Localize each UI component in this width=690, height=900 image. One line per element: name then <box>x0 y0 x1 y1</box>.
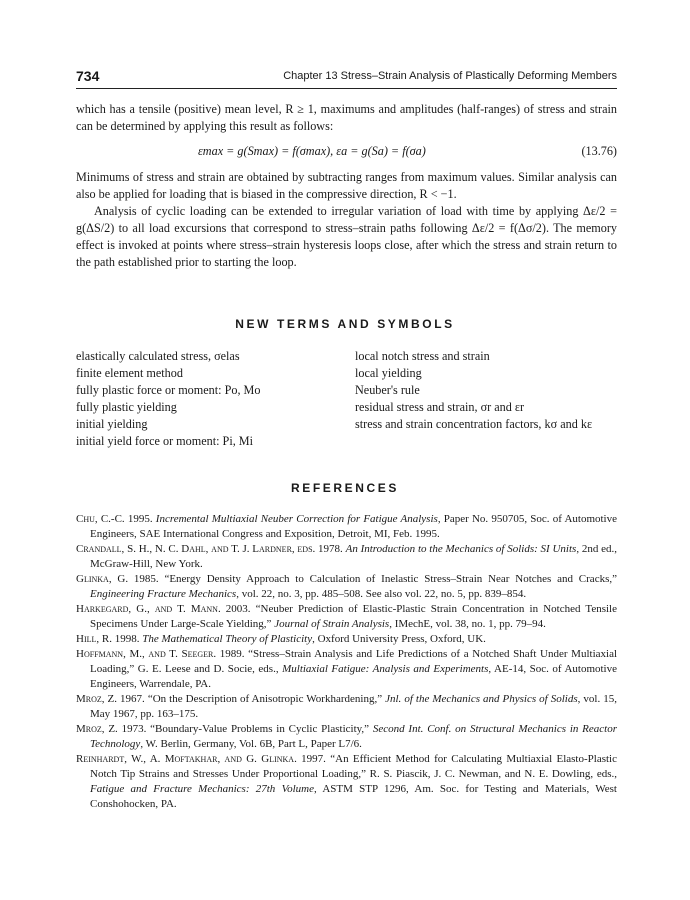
reference-item: Crandall, S. H., N. C. Dahl, and T. J. Lardner, eds. 1978. An Introduction to the Mechanics of Solids: SI Units, 2nd ed., McGraw-Hill, New York. <box>76 543 618 570</box>
term-item: initial yielding <box>76 417 148 431</box>
reference-item: Glinka, G. 1985. “Energy Density Approach to Calculation of Inelastic Stress–Strain Near Notches and Cracks,” Engineering Fracture Mechanics, vol. 22, no. 3, pp. 485–508. See also vol. 22, no. 5, pp. 839–854. <box>76 573 617 600</box>
term-item: finite element method <box>76 366 183 380</box>
reference-item: Chu, C.-C. 1995. Incremental Multiaxial Neuber Correction for Fatigue Analysis, Paper No. 950705, Soc. of Automotive Engineers, SAE International Congress and Exposition, Detroit, MI, Feb. 1995. <box>76 513 617 540</box>
reference-item: Hill, R. 1998. The Mathematical Theory of Plasticity, Oxford University Press, Oxford, UK. <box>76 633 486 645</box>
paragraph: Minimums of stress and strain are obtained by subtracting ranges from maximum values. Similar analysis can also be applied for loading that is biased in the compressive direction, R < −1. <box>76 170 617 201</box>
term-item: stress and strain concentration factors, kσ and kε <box>355 417 593 431</box>
terms-right-column <box>355 348 617 433</box>
equation-number: (13.76) <box>581 144 617 158</box>
term-item: local yielding <box>355 366 422 380</box>
term-item: elastically calculated stress, σelas <box>76 349 240 363</box>
reference-item: Reinhardt, W., A. Moftakhar, and G. Glinka. 1997. “An Efficient Method for Calculating Multiaxial Elasto-Plastic Notch Tip Strains and Stresses Under Proportional Loading,” R. S. Piascik, J. C. Newman, and N. E. Dowling, eds., Fatigue and Fracture Mechanics: 27th Volume, ASTM STP 1296, Am. Soc. for Testing and Materials, West Conshohocken, PA. <box>76 753 617 810</box>
reference-item: Mroz, Z. 1967. “On the Description of Anisotropic Workhardening,” Jnl. of the Mechanics and Physics of Solids, vol. 15, May 1967, pp. 163–175. <box>76 693 617 720</box>
term-item: fully plastic force or moment: Po, Mo <box>76 383 261 397</box>
term-item: Neuber's rule <box>355 383 420 397</box>
term-item: local notch stress and strain <box>355 349 490 363</box>
reference-item: Harkegard, G., and T. Mann. 2003. “Neuber Prediction of Elastic-Plastic Strain Concentration in Notched Tensile Specimens Under Large-Scale Yielding,” Journal of Strain Analysis, IMechE, vol. 38, no. 1, pp. 79–94. <box>76 603 617 630</box>
header-rule <box>76 88 617 89</box>
term-item: residual stress and strain, σr and εr <box>355 400 525 414</box>
references-heading: REFERENCES <box>290 481 399 495</box>
reference-list <box>76 512 617 812</box>
running-header <box>76 68 617 86</box>
term-item: fully plastic yielding <box>76 400 177 414</box>
paragraph: which has a tensile (positive) mean level, R ≥ 1, maximums and amplitudes (half-ranges) of stress and strain can be determined by applying this result as follows: <box>76 102 617 133</box>
chapter-title: Chapter 13 Stress–Strain Analysis of Plastically Deforming Members <box>283 70 617 82</box>
page-number: 734 <box>76 68 100 84</box>
reference-item: Hoffmann, M., and T. Seeger. 1989. “Stress–Strain Analysis and Life Predictions of a Notched Shaft Under Multiaxial Loading,” G. E. Leese and D. Socie, eds., Multiaxial Fatigue: Analysis and Experiments, AE-14, Soc. of Automotive Engineers, Warrendale, PA. <box>76 648 618 690</box>
reference-item: Mroz, Z. 1973. “Boundary-Value Problems in Cyclic Plasticity,” Second Int. Conf. on Structural Mechanics in Reactor Technology, W. Berlin, Germany, Vol. 6B, Part L, Paper L7/6. <box>76 723 618 750</box>
body-text <box>76 101 617 271</box>
equation-text: εmax = g(Smax) = f(σmax), εa = g(Sa) = f(σa) <box>198 144 426 158</box>
terms-left-column <box>76 348 346 450</box>
equation-13-76 <box>76 135 617 169</box>
term-item: initial yield force or moment: Pi, Mi <box>76 434 254 448</box>
new-terms-heading: NEW TERMS AND SYMBOLS <box>235 317 455 331</box>
paragraph: Analysis of cyclic loading can be extended to irregular variation of load with time by applying Δε/2 = g(ΔS/2) to all load excursions that correspond to stress–strain paths following Δε/2 = f(Δσ/2). The memory effect is invoked at points where stress–strain hysteresis loops close, after which the stress and strain return to the path established prior to starting the loop. <box>76 204 617 269</box>
